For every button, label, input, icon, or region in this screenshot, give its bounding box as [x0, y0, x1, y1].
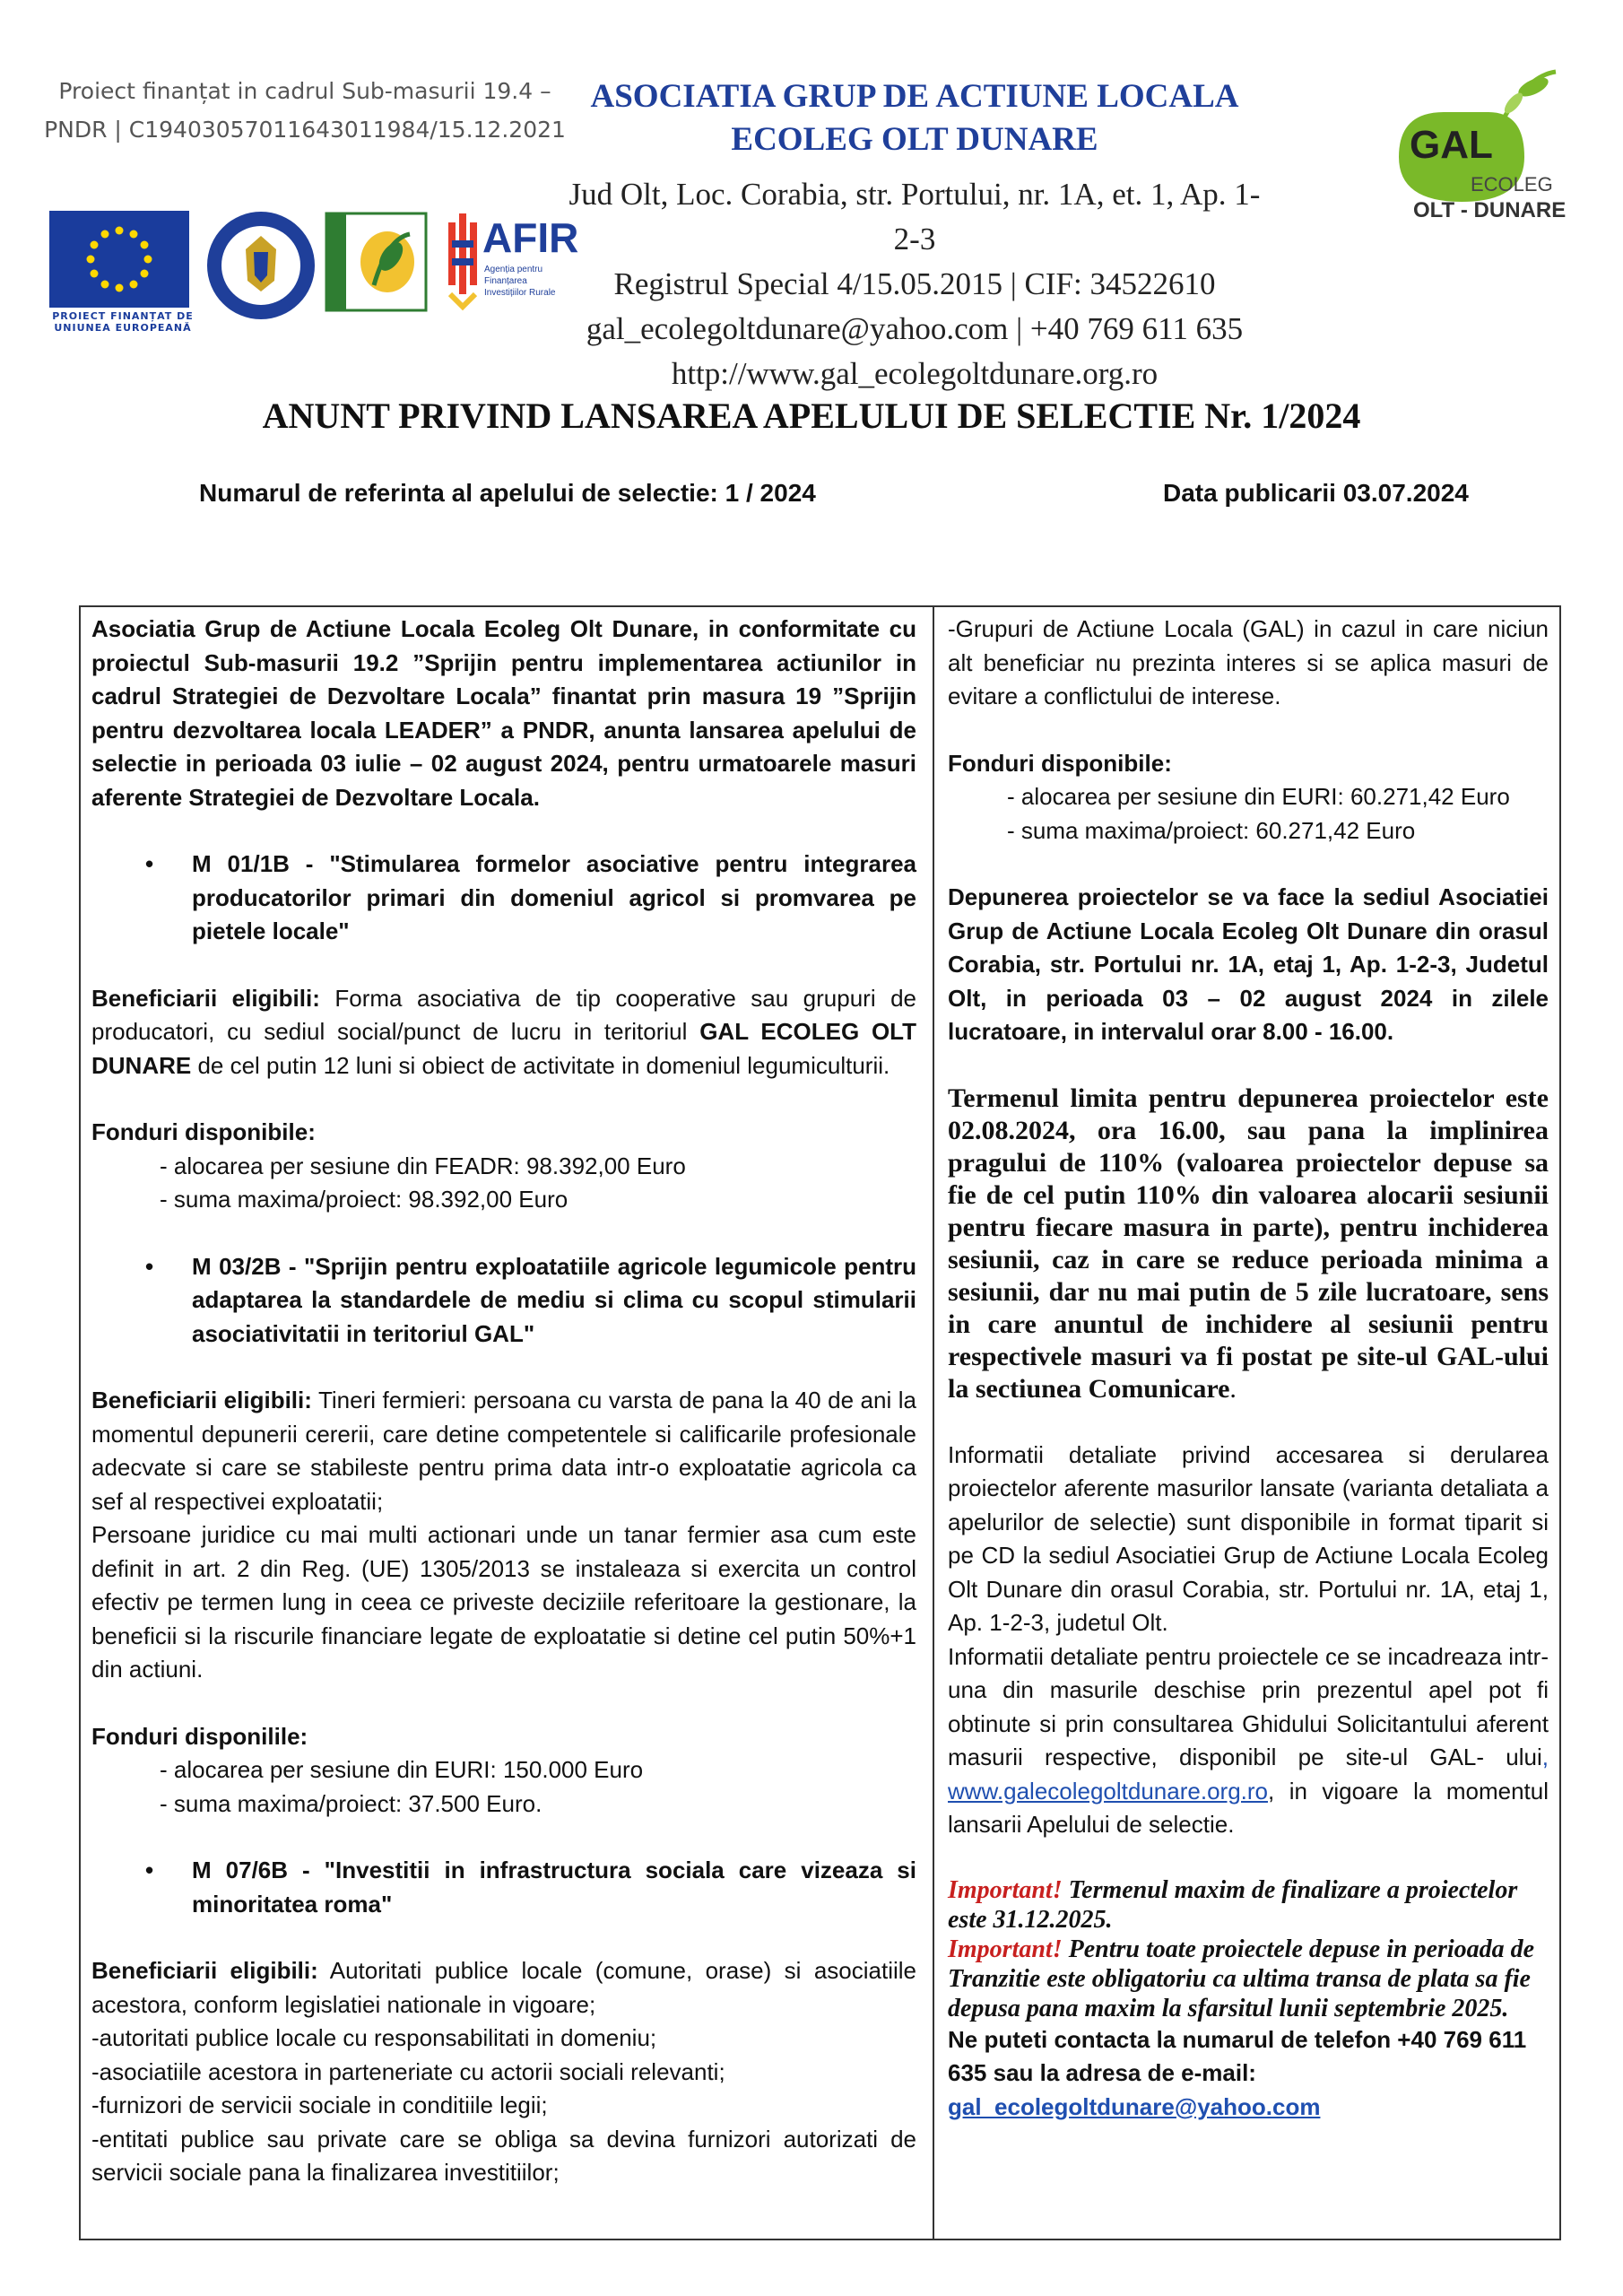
afir-subtitle-line-1: Agenția pentru Finanțarea — [484, 265, 543, 286]
bullet-icon: • — [145, 1252, 154, 1280]
gal-logo-olt-dunare: OLT - DUNARE — [1413, 198, 1567, 222]
info-paragraph-2-text: Informatii detaliate pentru proiectele ce se incadreaza intr-una din masurile deschise prin prezentul apel pot fi obtinute si prin consultarea Ghidului Solicitantului aferent masurii respective, disponibil pe site-ul GAL- ului — [948, 1642, 1549, 1770]
association-address: Jud Olt, Loc. Corabia, str. Portului, nr. 1A, et. 1, Ap. 1-2-3 — [568, 177, 1261, 257]
important-2-label: Important! — [948, 1935, 1063, 1963]
publication-date: Data publicarii 03.07.2024 — [1163, 479, 1469, 507]
right-column — [948, 613, 1549, 2124]
m03-funds-label: Fonduri disponilile: — [91, 1722, 308, 1750]
m03-beneficiaries-text: Tineri fermieri: persoana cu varsta de pana la 40 de ani la momentul depunerii cererii, care detine competentele si calificarile profesionale adecvate si care se stabileste pentru prima data intr-o exploatatie agricola ca sef al respectivei exploatatii; — [91, 1387, 916, 1515]
important-2-text: Pentru toate proiectele depuse in perioada de Tranzitie este obligatoriu ca ultima transa de plata sa fie depusa pana maxim la sfarsitul lunii septembrie 2025. — [948, 1935, 1535, 2022]
m07-beneficiaries-label: Beneficiarii eligibili: — [91, 1957, 318, 1984]
left-column — [91, 613, 916, 2190]
afir-subtitle-line-2: Investițiilor Rurale — [484, 288, 556, 298]
gal-website-link[interactable]: www.galecolegoltdunare.org.ro — [948, 1777, 1268, 1805]
m07-funds-allocation: - alocarea per sesiune din EURI: 60.271,42 Euro — [1007, 783, 1510, 810]
romanian-government-logo — [204, 209, 317, 322]
m07-beneficiaries — [91, 1954, 916, 2022]
important-note-2 — [948, 1935, 1549, 2023]
project-note-line-2: PNDR | C19403057011643011984/15.12.2021 — [44, 117, 566, 143]
m07-beneficiaries-text: Autoritati publice locale (comune, orase) si asociatiile acestora, conform legislatiei nationale in vigoare; — [91, 1957, 916, 2018]
column-divider — [933, 605, 934, 2240]
contact-email-link[interactable]: gal_ecolegoltdunare@yahoo.com — [948, 2092, 1321, 2120]
m03-beneficiaries — [91, 1384, 916, 1518]
project-note-line-1: Proiect finanțat in cadrul Sub-masurii 19.4 – — [58, 78, 551, 104]
info-paragraph-2 — [948, 1640, 1549, 1842]
m01-beneficiaries-bold: GAL ECOLEG OLT DUNARE — [91, 1018, 916, 1079]
project-funding-note — [36, 72, 574, 149]
measure-m07-item — [91, 1854, 916, 1921]
important-1-text: Termenul maxim de finalizare a proiectelor este 31.12.2025. — [948, 1875, 1518, 1934]
m01-beneficiaries-text-2: de cel putin 12 luni si obiect de activitate in domeniul legumiculturii. — [191, 1051, 890, 1079]
gal-logo-text: GAL — [1410, 123, 1493, 167]
measure-m01-item — [91, 848, 916, 949]
leader-logo — [325, 212, 428, 312]
gal-logo-ecoleg: ECOLEG — [1471, 173, 1553, 196]
m07-beneficiary-line-3: -furnizori de servicii sociale in conditiile legii; — [91, 2092, 548, 2118]
deadline-text: Termenul limita pentru depunerea proiectelor este 02.08.2024, ora 16.00, sau pana la implinirea pragului de 110% (valoarea proiectelor depuse sa fie de cel putin 110% din valoarea alocarii sesiunii pentru fiecare masura in parte), pentru inchiderea sesiunii, caz in care se reduce perioada minima a sesiunii, dar nu mai putin de 5 zile lucratoare, sens in care anuntul de inchidere al sesiunii pentru respectivele masuri va fi postat pe site-ul GAL-ului la sectiunea Comunicare — [948, 1083, 1549, 1404]
m01-beneficiaries-label: Beneficiarii eligibili: — [91, 984, 320, 1012]
m07-funds-label: Fonduri disponibile: — [948, 749, 1172, 777]
measure-m01-title: M 01/1B - "Stimularea formelor asociative pentru integrarea producatorilor primari din domeniul agricol si promvarea pe pietele locale" — [192, 850, 916, 944]
association-contact: gal_ecolegoltdunare@yahoo.com | +40 769 611 635 — [586, 311, 1244, 346]
m03-funds-max: - suma maxima/proiect: 37.500 Euro. — [160, 1789, 542, 1817]
intro-paragraph: Asociatia Grup de Actiune Locala Ecoleg Olt Dunare, in conformitate cu proiectul Sub-masurii 19.2 ”Sprijin pentru implementarea actiunilor in cadrul Strategiei de Dezvoltare Locala” finantat prin masura 19 ”Sprijin pentru dezvoltarea locala LEADER” a PNDR, anunta lansarea apelului de selectie in perioada 03 iulie – 02 august 2024, pentru urmatoarele masuri aferente Strategiei de Dezvoltare Locala. — [91, 615, 916, 811]
association-name — [574, 75, 1255, 161]
contact-paragraph: Ne puteti contacta la numarul de telefon +40 769 611 635 sau la adresa de e-mail: — [948, 2025, 1527, 2086]
association-registry: Registrul Special 4/15.05.2015 | CIF: 34522610 — [613, 266, 1216, 301]
afir-logo — [447, 213, 583, 312]
afir-subtitle — [484, 264, 583, 299]
m07-beneficiary-line-1: -autoritati publice locale cu responsabilitati in domeniu; — [91, 2024, 657, 2051]
m03-beneficiaries-legal: Persoane juridice cu mai multi actionari unde un tanar fermier asa cum este definit in art. 2 din Reg. (UE) 1305/2013 se instaleaza si exercita un control efectiv pe termen lung in ceea ce priveste deciziile referitoare la gestionare, la beneficii si la riscurile financiare legate de exploatatie si detine cel putin 50%+1 din actiuni. — [91, 1521, 916, 1683]
association-contact-block — [556, 172, 1273, 396]
info-paragraph-1: Informatii detaliate privind accesarea si derularea proiectelor aferente masurilor lansate (varianta detaliata a apelurilor de selectie) sunt disponibile in format tiparit si pe CD la sediul Asociatiei Grup de Actiune Locala Ecoleg Olt Dunare din orasul Corabia, str. Portului nr. 1A, etaj 1, Ap. 1-2-3, judetul Olt. — [948, 1440, 1549, 1636]
measure-m03-item — [91, 1250, 916, 1352]
m03-funds-allocation: - alocarea per sesiune din EURI: 150.000 Euro — [160, 1756, 644, 1783]
contact-email-line — [948, 2091, 1549, 2125]
association-name-line-2: ECOLEG OLT DUNARE — [731, 121, 1098, 158]
afir-text: AFIR — [482, 214, 579, 261]
m01-funds-allocation: - alocarea per sesiune din FEADR: 98.392,00 Euro — [160, 1152, 686, 1179]
bullet-icon: • — [145, 850, 154, 877]
association-name-line-1: ASOCIATIA GRUP DE ACTIUNE LOCALA — [590, 78, 1239, 115]
measure-m07-title: M 07/6B - "Investitii in infrastructura sociala care vizeaza si minoritatea roma" — [192, 1857, 916, 1918]
m07-beneficiary-line-2: -asociatiile acestora in parteneriate cu actorii sociali relevanti; — [91, 2057, 725, 2085]
m01-beneficiaries-text-1: Forma asociativa de tip cooperative sau grupuri de producatori, cu sediul social/punct de lucru in teritoriul — [91, 984, 916, 1045]
eu-caption-line-1: PROIECT FINANȚAT DE — [52, 310, 194, 322]
announcement-title: ANUNT PRIVIND LANSAREA APELULUI DE SELECTIE Nr. 1/2024 — [262, 396, 1361, 436]
gal-beneficiary-note: -Grupuri de Actiune Locala (GAL) in cazul in care niciun alt beneficiar nu prezinta interes si se aplica masuri de evitare a conflictului de interese. — [948, 615, 1549, 709]
gal-ecoleg-logo — [1390, 67, 1569, 229]
eu-flag-logo — [49, 211, 189, 308]
measure-m03-title: M 03/2B - "Sprijin pentru exploatatiile agricole legumicole pentru adaptarea la standardele de mediu si clima cu scopul stimularii asociativitatii in teritoriul GAL" — [192, 1252, 916, 1347]
info-paragraph-2-end: , in vigoare la momentul lansarii Apelului de selectie. — [948, 1777, 1549, 1838]
info-paragraph-2-comma: , — [1541, 1744, 1549, 1770]
submission-paragraph: Depunerea proiectelor se va face la sediul Asociatiei Grup de Actiune Locala Ecoleg Olt Dunare din orasul Corabia, str. Portului nr. 1A, etaj 1, Ap. 1-2-3, Judetul Olt, in perioada 03 – 02 august 2024 in zilele lucratoare, in intervalul orar 8.00 - 16.00. — [948, 883, 1549, 1045]
deadline-paragraph — [948, 1083, 1549, 1405]
deadline-end: . — [1229, 1373, 1237, 1404]
eu-caption-line-2: UNIUNEA EUROPEANĂ — [54, 322, 192, 334]
important-1-label: Important! — [948, 1875, 1063, 1904]
association-website: http://www.gal_ecolegoltdunare.org.ro — [671, 356, 1159, 391]
bullet-icon: • — [145, 1857, 154, 1883]
important-note-1 — [948, 1875, 1549, 1935]
m01-funds-max: - suma maxima/proiect: 98.392,00 Euro — [160, 1186, 568, 1213]
m01-funds-label: Fonduri disponibile: — [91, 1118, 316, 1145]
reference-number: Numarul de referinta al apelului de selectie: 1 / 2024 — [199, 479, 816, 507]
m01-beneficiaries — [91, 982, 916, 1083]
eu-caption — [47, 310, 199, 334]
m03-beneficiaries-label: Beneficiarii eligibili: — [91, 1387, 312, 1413]
m07-funds-max: - suma maxima/proiect: 60.271,42 Euro — [1007, 816, 1416, 844]
m07-beneficiary-line-4: -entitati publice sau private care se obliga sa devina furnizori autorizati de servicii sociale pana la finalizarea investitiilor; — [91, 2125, 916, 2186]
